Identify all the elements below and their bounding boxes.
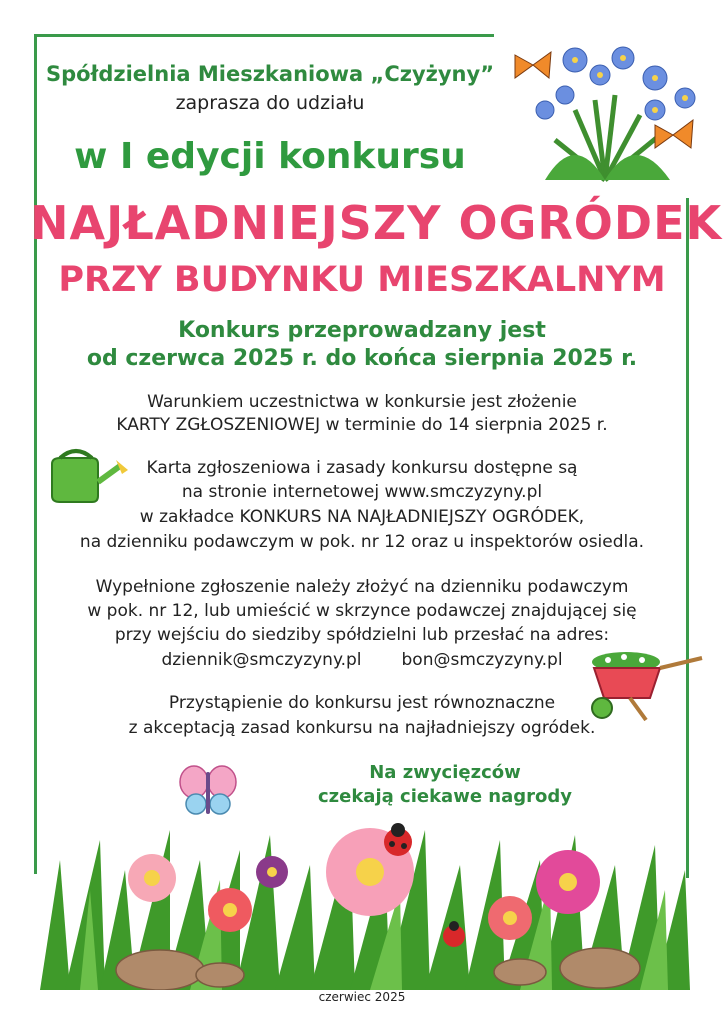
invite-text: zaprasza do udziału — [175, 92, 365, 114]
prizes-line2: czekają ciekawe nagrody — [317, 786, 573, 807]
email-dziennik: dziennik@smczyzyny.pl — [161, 650, 362, 670]
edition-heading: w I edycji konkursu — [74, 136, 466, 177]
period-line2: od czerwca 2025 r. do końca sierpnia 2025 r. — [86, 346, 638, 371]
contest-title-line1: NAJŁADNIEJSZY OGRÓDEK — [30, 196, 723, 250]
submission-line2: w pok. nr 12, lub umieścić w skrzynce podawczej znajdującej się — [87, 601, 637, 621]
period-line1: Konkurs przeprowadzany jest — [178, 318, 546, 343]
acceptance-line1: Przystąpienie do konkursu jest równoznaczne — [168, 693, 556, 713]
flower-garden-illustration — [40, 820, 690, 990]
flowers-butterflies-illustration — [505, 40, 705, 190]
submission-emails — [40, 650, 684, 670]
availability-line1: Karta zgłoszeniowa i zasady konkursu dostępne są — [146, 458, 578, 478]
submission-line1: Wypełnione zgłoszenie należy złożyć na dzienniku podawczym — [95, 577, 629, 597]
butterfly-icon — [176, 762, 240, 822]
submission-line3: przy wejściu do siedziby spółdzielni lub przesłać na adres: — [114, 625, 610, 645]
availability-line4: na dzienniku podawczym w pok. nr 12 oraz u inspektorów osiedla. — [79, 532, 645, 552]
organization-name: Spółdzielnia Mieszkaniowa „Czyżyny” — [45, 62, 495, 86]
email-bon: bon@smczyzyny.pl — [401, 650, 563, 670]
contest-title-line2: PRZY BUDYNKU MIESZKALNYM — [58, 260, 666, 300]
footer-date: czerwiec 2025 — [318, 990, 406, 1004]
conditions-line1: Warunkiem uczestnictwa w konkursie jest złożenie — [147, 392, 577, 412]
acceptance-line2: z akceptacją zasad konkursu na najładniejszy ogródek. — [128, 718, 596, 738]
frame-left-border — [34, 34, 37, 874]
availability-line2: na stronie internetowej www.smczyzyny.pl — [181, 482, 543, 502]
availability-line3: w zakładce KONKURS NA NAJŁADNIEJSZY OGRÓDEK, — [139, 507, 585, 527]
prizes-line1: Na zwycięzców — [369, 762, 521, 783]
frame-right-border — [686, 198, 689, 878]
frame-top-border — [34, 34, 494, 37]
conditions-line2: KARTY ZGŁOSZENIOWEJ w terminie do 14 sierpnia 2025 r. — [116, 415, 608, 435]
